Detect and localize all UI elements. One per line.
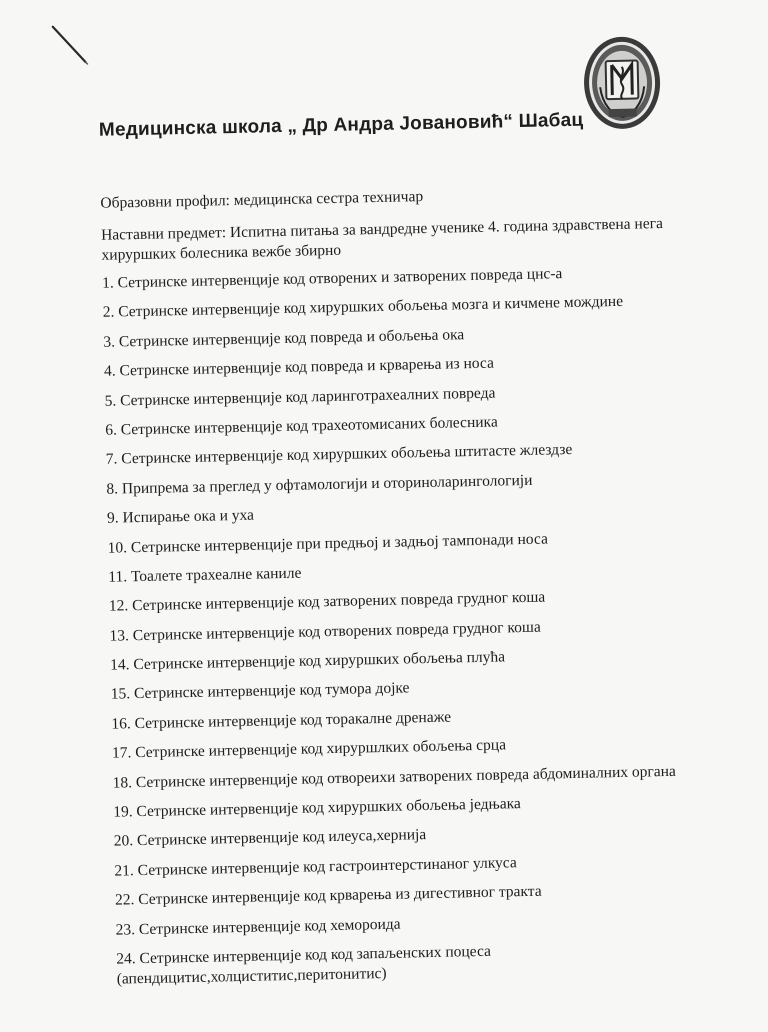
question-item: 13. Сетринске интервенције код отворених повреда грудног коша bbox=[109, 618, 541, 645]
question-item: 1. Сетринске интервенције код отворених и затворених повреда цнс-а bbox=[101, 265, 563, 292]
question-item: 22. Сетринске интервенције код крварења из дигестивног тракта bbox=[114, 882, 542, 909]
question-item: 21. Сетринске интервенције код гастроинтерстинаног улкуса bbox=[114, 854, 517, 880]
question-item: 4. Сетринске интервенције код повреда и крварења из носа bbox=[103, 354, 495, 380]
question-item: 17. Сетринске интервенције код хируршлких обољења срца bbox=[111, 736, 507, 762]
question-item: 20. Сетринске интервенције код илеуса,хернија bbox=[113, 826, 427, 851]
question-item: 5. Сетринске интервенције код ларинготрахеалних повреда bbox=[104, 384, 496, 410]
question-item: 6. Сетринске интервенције код трахеотомисаних болесника bbox=[105, 413, 498, 439]
question-item: 2. Сетринске интервенције код хируршких обољења мозга и кичмене мождине bbox=[102, 293, 624, 322]
subject-description: Наставни предмет: Испитна питања за вандредне ученике 4. година здравствена нега хируршких болесника вежбе збирно bbox=[100, 215, 664, 264]
question-item: 15. Сетринске интервенције код тумора дојке bbox=[110, 679, 410, 704]
question-item: 19. Сетринске интервенције код хируршких обољења једњака bbox=[113, 795, 522, 821]
school-seal-icon bbox=[581, 34, 663, 132]
question-item: 12. Сетринске интервенције код затворених повреда грудног коша bbox=[108, 588, 546, 615]
question-item: 10. Сетринске интервенције при предњој и задњој тампонади носа bbox=[107, 529, 549, 557]
question-item: 7. Сетринске интервенције код хируршких обољења штитасте жлездзе bbox=[105, 441, 573, 469]
question-item: 23. Сетринске интервенције код хемороида bbox=[115, 915, 401, 939]
question-item: 9. Испирање ока и уха bbox=[106, 506, 255, 527]
question-last-line2: (апендицитис,холциститис,перитонитис) bbox=[116, 964, 387, 988]
question-item: 11. Тоалете трахеалне каниле bbox=[108, 564, 302, 586]
question-last-line1: 24. Сетринске интервенције код код запаљенских поцеса bbox=[116, 942, 492, 968]
education-profile: Образовни профил: медицинска сестра техничар bbox=[100, 188, 424, 212]
question-item: 8. Припрема за преглед у офтамологији и оториноларингологији bbox=[106, 471, 533, 498]
question-item: 16. Сетринске интервенције код торакалне дренаже bbox=[111, 708, 452, 733]
exam-questions-list bbox=[102, 261, 717, 989]
school-title: Медицинска школа „ Др Андра Јовановић“ Шабац bbox=[98, 109, 584, 141]
question-item: 3. Сетринске интервенције код повреда и обољења ока bbox=[103, 325, 465, 351]
question-item: 18. Сетринске интервенције код отвореихи затворених повреда абдоминалних органа bbox=[112, 762, 676, 792]
question-item: 14. Сетринске интервенције код хируршких обољења плућа bbox=[109, 648, 506, 674]
pen-stroke-mark bbox=[49, 24, 94, 69]
